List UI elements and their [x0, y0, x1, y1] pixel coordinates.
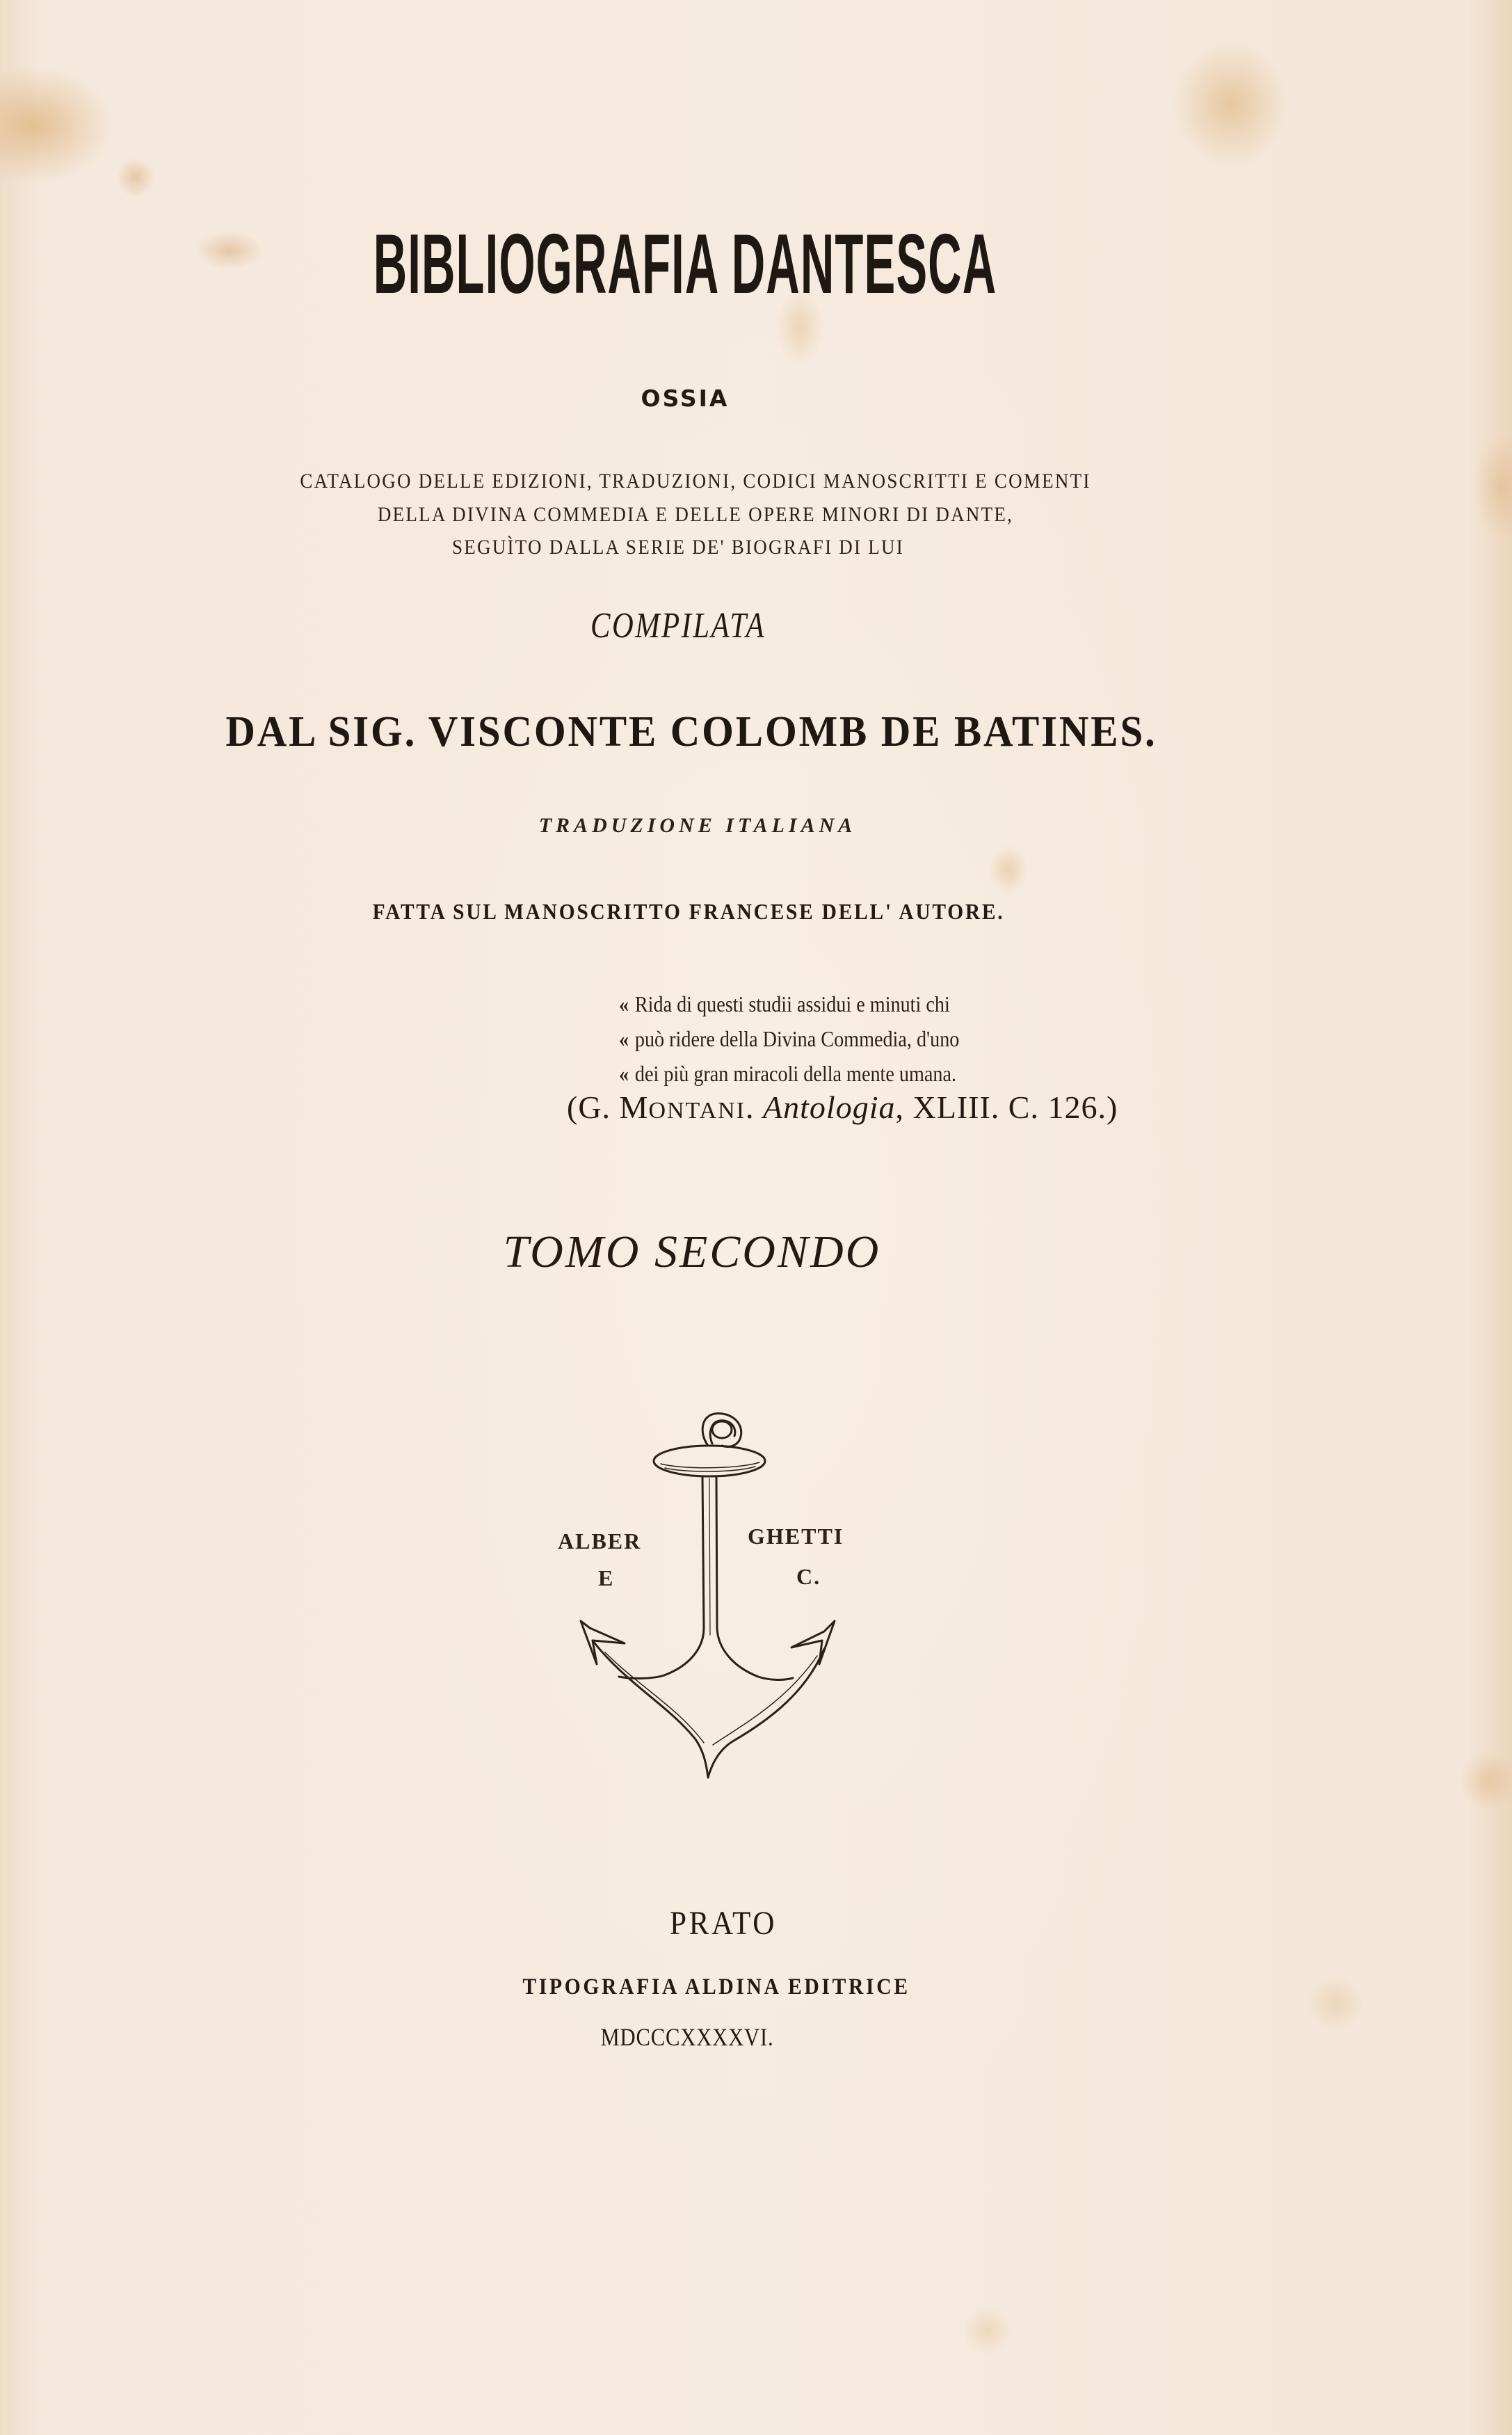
epigraph-text-3: dei più gran miracoli della mente umana. — [634, 1061, 957, 1086]
epigraph-text-2: può ridere della Divina Commedia, d'uno — [634, 1026, 960, 1051]
printers-mark — [542, 1391, 876, 1809]
imprint-year: MDCCCXXXXVI. — [600, 2023, 774, 2051]
printers-mark-right-top: GHETTI — [748, 1524, 844, 1549]
printers-mark-left-bottom: E — [598, 1565, 615, 1590]
epigraph — [619, 987, 959, 1091]
printers-mark-right-bottom: C. — [796, 1564, 821, 1589]
citation-close-paren: ) — [1106, 1089, 1118, 1125]
citation-open-paren: ( — [567, 1089, 579, 1125]
epigraph-text-1: Rida di questi studii assidui e minuti chi — [634, 991, 950, 1016]
printers-mark-left-top: ALBER — [558, 1528, 642, 1554]
epigraph-citation — [567, 1089, 1118, 1126]
citation-period: . — [746, 1089, 755, 1125]
subtitle-line-1: CATALOGO DELLE EDIZIONI, TRADUZIONI, CODICI MANOSCRITTI E COMENTI — [300, 470, 1091, 493]
citation-work: Antologia — [763, 1089, 896, 1125]
anchor-icon — [542, 1391, 876, 1809]
subtitle-line-3: SEGUÌTO DALLA SERIE DE' BIOGRAFI DI LUI — [451, 536, 905, 559]
citation-author-initial: G. M — [578, 1089, 649, 1125]
translation-source: FATTA SUL MANOSCRITTO FRANCESE DELL' AUTORE. — [372, 899, 1005, 924]
epigraph-line-1 — [619, 987, 959, 1021]
volume-label: TOMO SECONDO — [503, 1227, 881, 1277]
connector-ossia: OSSIA — [641, 385, 730, 412]
quote-mark: « — [619, 991, 629, 1016]
quote-mark: « — [619, 1026, 629, 1051]
quote-mark: « — [619, 1061, 629, 1086]
imprint-printer: TIPOGRAFIA ALDINA EDITRICE — [522, 1974, 910, 1999]
citation-reference: , XLIII. C. 126. — [895, 1089, 1107, 1125]
author-line: DAL SIG. VISCONTE COLOMB DE BATINES. — [225, 708, 1157, 756]
epigraph-line-2 — [619, 1021, 959, 1056]
imprint-place: PRATO — [669, 1905, 778, 1942]
main-title: BIBLIOGRAFIA DANTESCA — [373, 216, 997, 311]
citation-author-rest: ONTANI — [648, 1098, 746, 1124]
epigraph-line-3 — [619, 1056, 959, 1091]
subtitle-line-2: DELLA DIVINA COMMEDIA E DELLE OPERE MINORI DI DANTE, — [377, 503, 1014, 526]
compiled-label: COMPILATA — [590, 606, 766, 646]
translation-label: TRADUZIONE ITALIANA — [538, 814, 857, 837]
